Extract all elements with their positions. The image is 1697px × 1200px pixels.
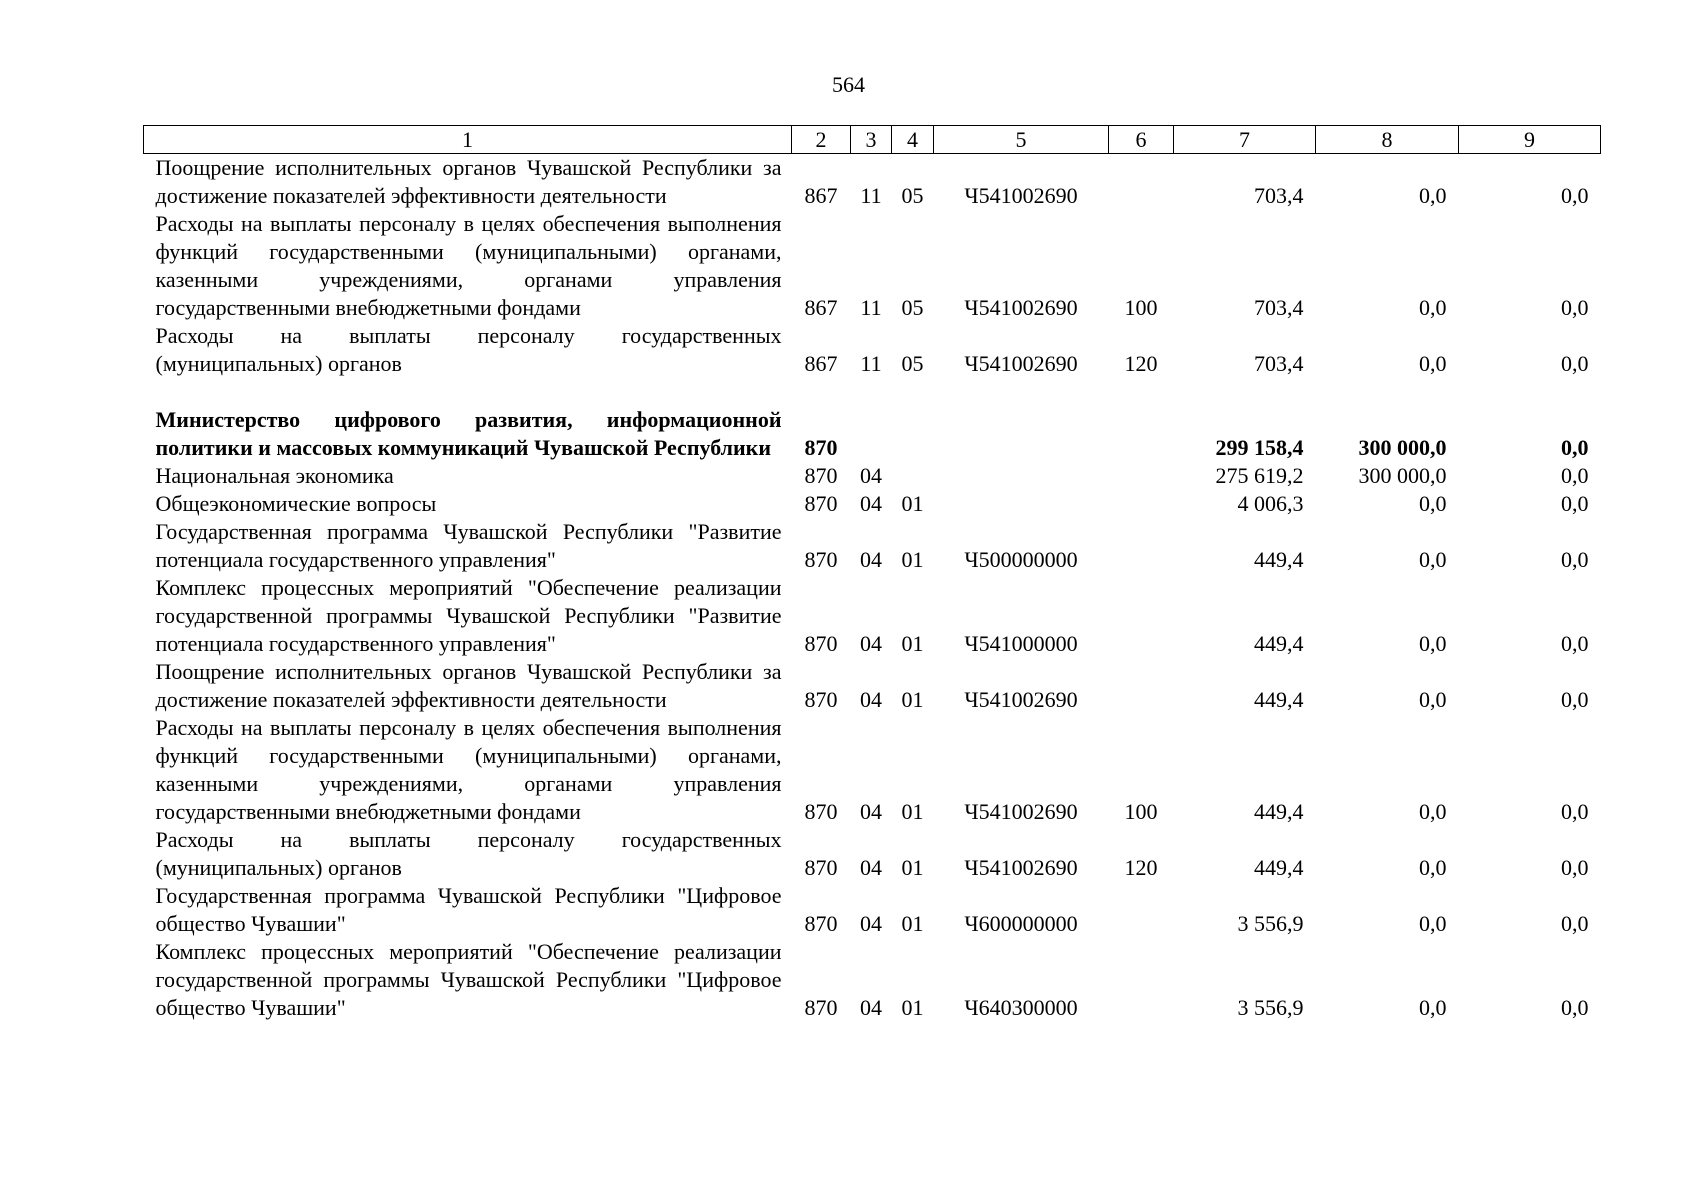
row-admin-code: 870	[804, 547, 838, 572]
row-amount-7: 449,4	[1254, 631, 1304, 656]
row-expense-type	[1109, 462, 1174, 490]
row-name: Национальная экономика	[155, 463, 394, 488]
row-target-code: Ч600000000	[964, 911, 1078, 936]
row-amount-9: 0,0	[1561, 491, 1589, 516]
row-amount-9: 0,0	[1561, 463, 1589, 488]
row-amount-7: 703,4	[1254, 295, 1304, 320]
row-expense-type	[1109, 574, 1174, 658]
row-expense-type	[1109, 154, 1174, 211]
row-section-code: 04	[860, 995, 882, 1020]
row-amount-8: 0,0	[1419, 183, 1447, 208]
row-admin-code: 870	[804, 911, 838, 936]
row-subsection-code: 01	[901, 995, 924, 1020]
row-admin-code: 870	[804, 855, 838, 880]
row-subsection-code: 01	[901, 631, 924, 656]
table-row	[144, 490, 1601, 518]
row-section-code: 04	[860, 687, 882, 712]
row-name: Комплекс процессных мероприятий "Обеспечение реализации государственной программы Чувашской Республики "Развитие потенциала государственного управления"	[155, 575, 782, 656]
row-section-code: 04	[860, 547, 882, 572]
row-amount-9: 0,0	[1561, 183, 1589, 208]
row-target-code: Ч541002690	[964, 799, 1078, 824]
row-admin-code: 867	[804, 295, 838, 320]
header-col-4: 4	[892, 126, 934, 154]
table-row	[144, 882, 1601, 938]
row-target-code: Ч541002690	[964, 183, 1078, 208]
row-amount-7: 275 619,2	[1215, 463, 1304, 488]
row-amount-8: 0,0	[1419, 295, 1447, 320]
row-expense-type	[1109, 406, 1174, 462]
row-amount-7: 299 158,4	[1215, 435, 1304, 460]
row-expense-type	[1109, 938, 1174, 1022]
row-expense-type	[1109, 882, 1174, 938]
row-section-code: 04	[860, 631, 882, 656]
row-section-code: 04	[860, 855, 882, 880]
row-name: Расходы на выплаты персоналу государственных (муниципальных) органов	[155, 323, 782, 376]
row-target-code: Ч541000000	[964, 631, 1078, 656]
header-col-6: 6	[1109, 126, 1174, 154]
header-col-8: 8	[1316, 126, 1459, 154]
row-target-code: Ч541002690	[964, 687, 1078, 712]
row-subsection-code: 01	[901, 799, 924, 824]
row-subsection-code: 05	[901, 351, 924, 376]
row-amount-8: 0,0	[1419, 491, 1447, 516]
row-amount-9: 0,0	[1561, 687, 1589, 712]
row-subsection-code	[892, 462, 934, 490]
row-admin-code: 870	[804, 995, 838, 1020]
row-subsection-code: 01	[901, 491, 924, 516]
row-subsection-code: 01	[901, 855, 924, 880]
table-row	[144, 154, 1601, 211]
table-row	[144, 210, 1601, 322]
row-section-code: 04	[860, 799, 882, 824]
row-name: Поощрение исполнительных органов Чувашской Республики за достижение показателей эффективности деятельности	[155, 155, 782, 208]
table-row	[144, 322, 1601, 378]
row-expense-type: 100	[1124, 799, 1158, 824]
row-admin-code: 870	[804, 463, 838, 488]
table-body	[144, 154, 1601, 1023]
row-amount-9: 0,0	[1561, 995, 1589, 1020]
row-section-code: 04	[860, 463, 882, 488]
row-subsection-code	[892, 406, 934, 462]
row-target-code: Ч640300000	[964, 995, 1078, 1020]
row-amount-8: 300 000,0	[1358, 435, 1447, 460]
row-subsection-code: 01	[901, 547, 924, 572]
row-amount-7: 3 556,9	[1237, 995, 1304, 1020]
row-amount-8: 0,0	[1419, 631, 1447, 656]
row-target-code	[934, 406, 1109, 462]
row-amount-7: 3 556,9	[1237, 911, 1304, 936]
row-target-code: Ч541002690	[964, 295, 1078, 320]
header-col-5: 5	[934, 126, 1109, 154]
row-amount-7: 449,4	[1254, 687, 1304, 712]
row-amount-9: 0,0	[1561, 351, 1589, 376]
table-header	[144, 126, 1601, 154]
row-amount-7: 449,4	[1254, 547, 1304, 572]
row-section-code: 04	[860, 491, 882, 516]
row-admin-code: 870	[804, 799, 838, 824]
spacer-cell	[144, 378, 1601, 406]
row-section-code: 04	[860, 911, 882, 936]
header-col-2: 2	[792, 126, 851, 154]
row-name: Общеэкономические вопросы	[155, 491, 437, 516]
budget-table	[143, 125, 1601, 1022]
row-expense-type	[1109, 490, 1174, 518]
row-name: Государственная программа Чувашской Республики "Цифровое общество Чувашии"	[155, 883, 782, 936]
row-amount-9: 0,0	[1561, 295, 1589, 320]
row-expense-type: 120	[1124, 855, 1158, 880]
row-amount-9: 0,0	[1561, 855, 1589, 880]
row-name: Поощрение исполнительных органов Чувашской Республики за достижение показателей эффективности деятельности	[155, 659, 782, 712]
row-amount-7: 703,4	[1254, 183, 1304, 208]
row-admin-code: 867	[804, 351, 838, 376]
row-target-code	[934, 490, 1109, 518]
row-admin-code: 870	[804, 687, 838, 712]
row-amount-8: 0,0	[1419, 351, 1447, 376]
row-name: Министерство цифрового развития, информационной политики и массовых коммуникаций Чувашской Республики	[155, 407, 782, 460]
row-amount-7: 449,4	[1254, 799, 1304, 824]
row-expense-type: 120	[1124, 351, 1158, 376]
header-col-7: 7	[1174, 126, 1316, 154]
row-subsection-code: 01	[901, 687, 924, 712]
row-subsection-code: 01	[901, 911, 924, 936]
row-section-code: 11	[860, 295, 882, 320]
row-amount-8: 0,0	[1419, 687, 1447, 712]
row-subsection-code: 05	[901, 295, 924, 320]
row-section-code	[851, 406, 892, 462]
row-amount-7: 703,4	[1254, 351, 1304, 376]
row-amount-7: 4 006,3	[1237, 491, 1304, 516]
row-amount-7: 449,4	[1254, 855, 1304, 880]
row-amount-8: 0,0	[1419, 547, 1447, 572]
row-name: Государственная программа Чувашской Республики "Развитие потенциала государственного управления"	[155, 519, 782, 572]
page-number: 564	[832, 72, 865, 97]
row-amount-9: 0,0	[1561, 435, 1589, 460]
row-amount-8: 0,0	[1419, 855, 1447, 880]
table-row	[144, 462, 1601, 490]
header-row	[144, 126, 1601, 154]
row-amount-9: 0,0	[1561, 911, 1589, 936]
row-section-code: 11	[860, 351, 882, 376]
row-amount-8: 300 000,0	[1358, 463, 1447, 488]
row-amount-8: 0,0	[1419, 995, 1447, 1020]
row-expense-type	[1109, 658, 1174, 714]
row-target-code: Ч541002690	[964, 855, 1078, 880]
header-col-3: 3	[851, 126, 892, 154]
table-row	[144, 714, 1601, 826]
row-name: Расходы на выплаты персоналу в целях обеспечения выполнения функций государственными (муниципальными) органами, казенными учреждениями, органами управления государственными внебюджетными фондами	[155, 211, 782, 320]
row-section-code: 11	[860, 183, 882, 208]
row-expense-type	[1109, 518, 1174, 574]
table-row	[144, 406, 1601, 462]
row-admin-code: 870	[804, 491, 838, 516]
table-row	[144, 574, 1601, 658]
row-admin-code: 867	[804, 183, 838, 208]
row-target-code: Ч541002690	[964, 351, 1078, 376]
row-expense-type: 100	[1124, 295, 1158, 320]
row-target-code	[934, 462, 1109, 490]
table-row	[144, 518, 1601, 574]
row-amount-8: 0,0	[1419, 799, 1447, 824]
row-target-code: Ч500000000	[964, 547, 1078, 572]
header-col-1: 1	[144, 126, 792, 154]
row-amount-9: 0,0	[1561, 799, 1589, 824]
row-admin-code: 870	[804, 631, 838, 656]
table-row	[144, 826, 1601, 882]
row-name: Комплекс процессных мероприятий "Обеспечение реализации государственной программы Чувашской Республики "Цифровое общество Чувашии"	[155, 939, 782, 1020]
table-row	[144, 938, 1601, 1022]
table-row	[144, 658, 1601, 714]
row-subsection-code: 05	[901, 183, 924, 208]
row-amount-9: 0,0	[1561, 631, 1589, 656]
table-spacer-row	[144, 378, 1601, 406]
row-admin-code: 870	[804, 435, 838, 460]
row-name: Расходы на выплаты персоналу государственных (муниципальных) органов	[155, 827, 782, 880]
header-col-9: 9	[1459, 126, 1601, 154]
row-amount-9: 0,0	[1561, 547, 1589, 572]
row-name: Расходы на выплаты персоналу в целях обеспечения выполнения функций государственными (муниципальными) органами, казенными учреждениями, органами управления государственными внебюджетными фондами	[155, 715, 782, 824]
row-amount-8: 0,0	[1419, 911, 1447, 936]
